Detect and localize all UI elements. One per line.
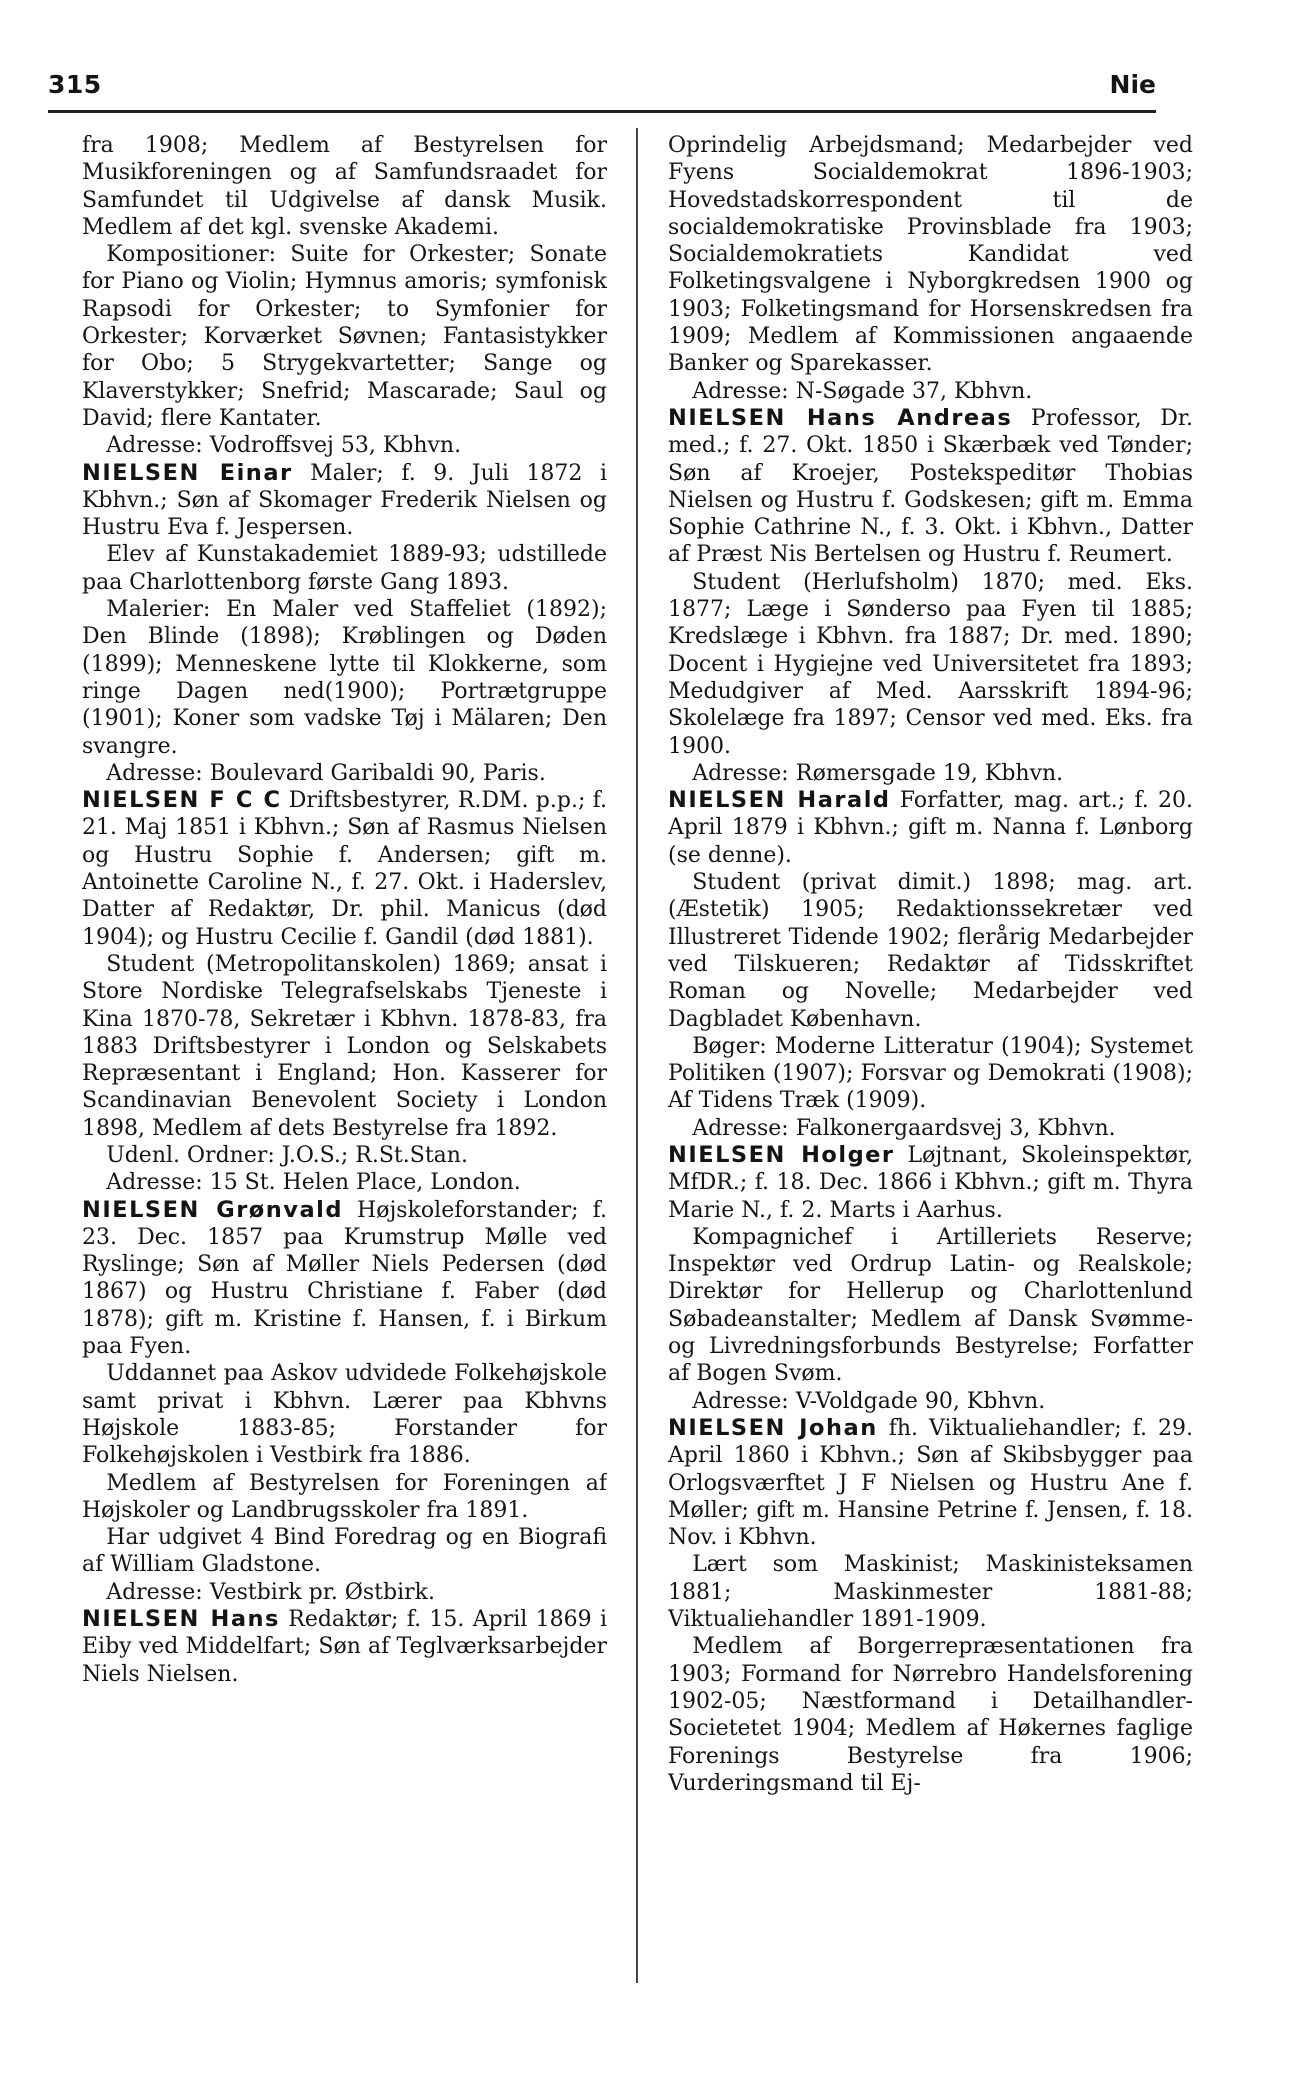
entry-lead [668,787,1193,869]
entry-lead-text: Højskoleforstander; f. 23. Dec. 1857 paa Krumstrup Mølle ved Ryslinge; Søn af Møller Niels Pedersen (død 1867) og Hustru Christiane f. Faber (død 1878); gift m. Kristine f. Hansen, f. i Birkum paa Fyen. [82,1197,607,1360]
entry-lead [82,1197,607,1361]
right-column [668,132,1193,2052]
entry-nielsen-einar [82,460,607,788]
entry-nielsen-fcc [82,787,607,1196]
entry-name: NIELSEN Hans Andreas [668,404,1013,431]
entry-paragraph: Elev af Kunstakademiet 1889-93; udstillede paa Charlottenborg første Gang 1893. [82,542,607,595]
entry-nielsen-hans-andreas [668,405,1193,787]
entry-lead [668,405,1193,569]
entry-lead [668,1415,1193,1551]
entry-lead [668,1142,1193,1224]
entry-paragraph: fra 1908; Medlem af Bestyrelsen for Musikforeningen og af Samfundsraadet for Samfundet til Udgivelse af dansk Musik. Medlem af det kgl. svenske Akademi. [82,133,607,240]
entry-paragraph: Student (privat dimit.) 1898; mag. art. (Æstetik) 1905; Redaktionssekretær ved Illustreret Tidende 1902; flerårig Medarbejder ved Tilskueren; Redaktør af Tidsskriftet Roman og Novelle; Medarbejder ved Dagbladet København. [668,870,1193,1032]
entry-lead [82,460,607,542]
entry-address: Adresse: N-Søgade 37, Kbhvn. [692,378,1033,404]
entry-nielsen-hans-continued [668,132,1193,405]
entry-paragraph: Har udgivet 4 Bind Foredrag og en Biografi af William Gladstone. [82,1525,607,1578]
entry-lead [82,787,607,951]
entry-lead-text: Redaktør; f. 15. April 1869 i Eiby ved Middelfart; Søn af Teglværksarbejder Niels Nielsen. [82,1607,607,1687]
entry-nielsen-gronvald [82,1197,607,1606]
entry-address: Adresse: V-Voldgade 90, Kbhvn. [692,1388,1046,1414]
header-rule [48,110,1156,113]
entry-nielsen-holger [668,1142,1193,1415]
entry-paragraph: Kompagnichef i Artilleriets Reserve; Inspektør ved Ordrup Latin- og Realskole; Direktør for Hellerup og Charlottenlund Søbadeanstalter; Medlem af Dansk Svømme- og Livredningsforbunds Bestyrelse; Forfatter af Bogen Svøm. [668,1224,1193,1387]
entry-lead-text: Professor, Dr. med.; f. 27. Okt. 1850 i Skærbæk ved Tønder; Søn af Kroejer, Postekspeditør Thobias Nielsen og Hustru f. Godskesen; gift m. Emma Sophie Cathrine N., f. 3. Okt. i Kbhvn., Datter af Præst Nis Bertelsen og Hustru f. Reumert. [668,405,1193,568]
entry-name: NIELSEN Harald [668,787,891,814]
running-head: Nie [1109,70,1156,99]
entry-paragraph: Kompositioner: Suite for Orkester; Sonate for Piano og Violin; Hymnus amoris; symfonisk Rapsodi for Orkester; to Symfonier for Orkester; Korværket Søvnen; Fantasistykker for Obo; 5 Strygekvartetter; Sange og Klaverstykker; Snefrid; Mascarade; Saul og David; flere Kantater. [82,242,607,431]
entry-paragraph: Oprindelig Arbejdsmand; Medarbejder ved Fyens Socialdemokrat 1896-1903; Hovedstadskorrespondent til de socialdemokratiske Provinsblade fra 1903; Socialdemokratiets Kandidat ved Folketingsvalgene i Nyborgkredsen 1900 og 1903; Folketingsmand for Horsenskredsen fra 1909; Medlem af Kommissionen angaaende Banker og Sparekasser. [668,133,1193,377]
entry-name: NIELSEN Holger [668,1141,895,1168]
entry-address: Adresse: Rømersgade 19, Kbhvn. [692,760,1064,786]
entry-lead-text: Driftsbestyrer, R.DM. p.p.; f. 21. Maj 1851 i Kbhvn.; Søn af Rasmus Nielsen og Hustru Sophie f. Andersen; gift m. Antoinette Caroline N., f. 27. Okt. i Haderslev, Datter af Redaktør, Dr. phil. Manicus (død 1904); og Hustru Cecilie f. Gandil (død 1881). [82,788,607,950]
entry-lead-text: Forfatter, mag. art.; f. 20. April 1879 i Kbhvn.; gift m. Nanna f. Lønborg (se denne). [668,788,1193,868]
entry-paragraph: Udenl. Ordner: J.O.S.; R.St.Stan. [106,1142,468,1168]
entry-lead-text: Maler; f. 9. Juli 1872 i Kbhvn.; Søn af Skomager Frederik Nielsen og Hustru Eva f. Jespersen. [82,460,607,541]
left-column [82,132,607,2052]
entry-paragraph: Uddannet paa Askov udvidede Folkehøjskole samt privat i Kbhvn. Lærer paa Kbhvns Højskole 1883-85; Forstander for Folkehøjskolen i Vestbirk fra 1886. [82,1361,607,1469]
page-header [48,62,1156,114]
entry-name: NIELSEN Johan [668,1414,878,1441]
entry-paragraph: Malerier: En Maler ved Staffeliet (1892); Den Blinde (1898); Krøblingen og Døden (1899); Menneskene lytte til Klokkerne, som ringe Dagen ned(1900); Portrætgruppe (1901); Koner som vadske Tøj i Mälaren; Den svangre. [82,597,607,759]
entry-nielsen-johan [668,1415,1193,1797]
entry-paragraph: Medlem af Borgerrepræsentationen fra 1903; Formand for Nørrebro Handelsforening 1902-05; Næstformand i Detailhandler-Societetet 1904; Medlem af Høkernes faglige Forenings Bestyrelse fra 1906; Vurderingsmand til Ej- [668,1634,1193,1796]
entry-name: NIELSEN Hans [82,1606,280,1633]
entry-nielsen-hans [82,1606,607,1688]
entry-address: Adresse: Vodroffsvej 53, Kbhvn. [106,433,462,459]
entry-paragraph: Student (Metropolitanskolen) 1869; ansat i Store Nordiske Telegrafselskabs Tjeneste i Kina 1870-78, Sekretær i Kbhvn. 1878-83, fra 1883 Driftsbestyrer i London og Selskabets Repræsentant i England; Hon. Kasserer for Scandinavian Benevolent Society i London 1898, Medlem af dets Bestyrelse fra 1892. [82,951,607,1141]
entry-address: Adresse: Vestbirk pr. Østbirk. [106,1579,435,1605]
entry-name: NIELSEN F C C [82,787,282,814]
entry-paragraph: Bøger: Moderne Litteratur (1904); Systemet Politiken (1907); Forsvar og Demokrati (1908); Af Tidens Træk (1909). [668,1033,1193,1114]
entry-nielsen-harald [668,787,1193,1142]
column-divider [636,128,638,1983]
entry-continuation [82,132,607,460]
entry-address: Adresse: 15 St. Helen Place, London. [106,1170,521,1196]
entry-paragraph: Lært som Maskinist; Maskinisteksamen 1881; Maskinmester 1881-88; Viktualiehandler 1891-1909. [668,1552,1193,1633]
entry-paragraph: Medlem af Bestyrelsen for Foreningen af Højskoler og Landbrugsskoler fra 1891. [82,1470,607,1523]
entry-paragraph: Student (Herlufsholm) 1870; med. Eks. 1877; Læge i Sønderso paa Fyen til 1885; Kredslæge i Kbhvn. fra 1887; Dr. med. 1890; Docent i Hygiejne ved Universitetet fra 1893; Medudgiver af Med. Aarsskrift 1894-96; Skolelæge fra 1897; Censor ved med. Eks. fra 1900. [668,569,1193,759]
entry-lead-text: Løjtnant, Skoleinspektør, MfDR.; f. 18. Dec. 1866 i Kbhvn.; gift m. Thyra Marie N., f. 2. Marts i Aarhus. [668,1142,1193,1223]
entry-lead [82,1606,607,1688]
entry-address: Adresse: Boulevard Garibaldi 90, Paris. [106,760,546,786]
entry-lead-text: fh. Viktualiehandler; f. 29. April 1860 i Kbhvn.; Søn af Skibsbygger paa Orlogsværftet J F Nielsen og Hustru Ane f. Møller; gift m. Hansine Petrine f. Jensen, f. 18. Nov. i Kbhvn. [668,1415,1193,1551]
entry-name: NIELSEN Grønvald [82,1196,343,1223]
entry-address: Adresse: Falkonergaardsvej 3, Kbhvn. [692,1115,1116,1141]
entry-name: NIELSEN Einar [82,459,293,486]
page-number: 315 [48,70,102,99]
